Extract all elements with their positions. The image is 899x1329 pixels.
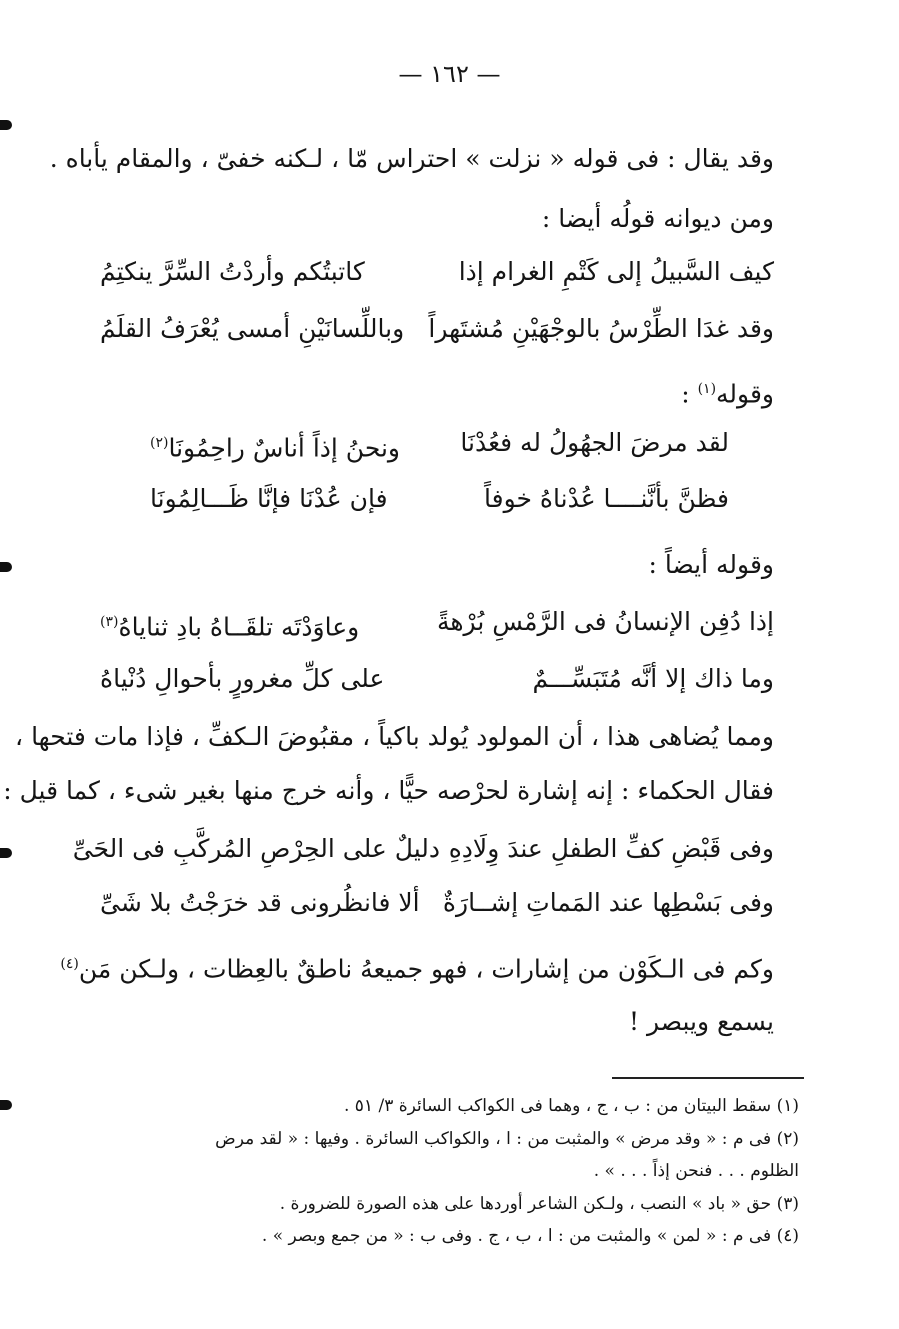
prose-line — [60, 947, 774, 986]
page-number: — ١٦٢ — — [398, 60, 501, 88]
prose-text: وكم فى الـكَوْن من إشارات ، فهو جميعهُ ناطقٌ بالعِظات ، ولـكن مَن — [78, 954, 774, 984]
prose-line: ومما يُضاهى هذا ، أن المولود يُولد باكياً ، مقبُوضَ الـكفِّ ، فإذا مات فتحها ، — [15, 722, 774, 751]
verse-hemistich: كيف السَّبيلُ إلى كَتْمِ الغرام إذا — [458, 257, 774, 286]
prose-line: يسمع ويبصر ! — [628, 1007, 774, 1036]
footnote-separator — [612, 1077, 804, 1079]
verse-hemistich: ألا فانظُرونى قد خرَجْتُ بلا شَىِّ — [100, 888, 420, 917]
scan-edge-mark — [0, 562, 12, 572]
verse-hemistich: كاتبتُكم وأردْتُ السِّرَّ ينكتِمُ — [100, 257, 365, 286]
scan-edge-mark — [0, 848, 12, 858]
footnote-ref: (٢) — [150, 435, 169, 451]
scan-edge-mark — [0, 120, 12, 130]
verse-hemistich: وفى قَبْضِ كفِّ الطفلِ عندَ وِلَادِهِ — [448, 834, 774, 863]
verse-intro — [78, 372, 774, 411]
footnote: (١) سقط البيتان من : ب ، ج ، وهما فى الكواكب السائرة ٣/ ٥١ . — [343, 1096, 799, 1116]
verse-hemistich: فإن عُدْنَا فإنَّا ظَـــالِمُونَا — [150, 484, 388, 513]
prose-line: فقال الحكماء : إنه إشارة لحرْصه حيًّا ، وأنه خرج منها بغير شىء ، كما قيل : — [3, 776, 774, 805]
verse-intro: وقوله أيضاً : — [648, 550, 774, 579]
verse-hemistich: دليلٌ على الحِرْصِ المُركَّبِ فى الحَىِّ — [72, 834, 440, 863]
verse-hemistich: وباللِّسانَيْنِ أمسى يُعْرَفُ القلَمُ — [100, 314, 405, 343]
intro-colon: : — [681, 379, 698, 409]
footnote: (٣) حق « باد » النصب ، ولـكن الشاعر أوردها على هذه الصورة للضرورة . — [279, 1194, 799, 1214]
prose-line: ومن ديوانه قولُه أيضا : — [541, 204, 774, 233]
footnote-ref: (٤) — [60, 956, 79, 972]
verse-text: ونحنُ إذاً أناسٌ راحِمُونَا — [168, 433, 400, 463]
scan-edge-mark — [0, 1100, 12, 1110]
verse-text: وعاوَدْتَه تلقَــاهُ بادِ ثناياهُ — [118, 612, 360, 642]
verse-hemistich — [150, 426, 450, 465]
verse-hemistich: إذا دُفِن الإنسانُ فى الرَّمْسِ بُرْهةً — [436, 607, 774, 636]
verse-hemistich: على كلِّ مغرورٍ بأحوالِ دُنْياهُ — [100, 664, 385, 693]
verse-hemistich: وقد غدَا الطِّرْسُ بالوجْهَيْنِ مُشتَهراً — [428, 314, 774, 343]
verse-hemistich: فظنَّ بأنَّنــــا عُدْناهُ خوفاً — [484, 484, 729, 513]
prose-line: وقد يقال : فى قوله « نزلت » احتراس مّا ، لـكنه خفىّ ، والمقام يأباه . — [49, 144, 774, 173]
footnote: (٤) فى م : « لمن » والمثبت من : ا ، ب ، ج . وفى ب : « من جمع وبصر » . — [261, 1226, 799, 1246]
footnote: (٢) فى م : « وقد مرض » والمثبت من : ا ، والكواكب السائرة . وفيها : « لقد مرض — [215, 1129, 799, 1149]
verse-hemistich: لقد مرضَ الجهُولُ له فعُدْنَا — [460, 428, 729, 457]
verse-hemistich — [100, 605, 440, 644]
footnote-continuation: الظلوم . . . فنحن إذاً . . . » . — [593, 1161, 799, 1181]
verse-hemistich: وما ذاك إلا أنَّه مُتَبَسِّـــمٌ — [532, 664, 774, 693]
footnote-ref: (٣) — [100, 614, 119, 630]
verse-hemistich: وفى بَسْطِها عند المَماتِ إشــارَةٌ — [442, 888, 774, 917]
intro-text: وقوله — [716, 379, 774, 409]
footnote-ref: (١) — [697, 381, 717, 397]
